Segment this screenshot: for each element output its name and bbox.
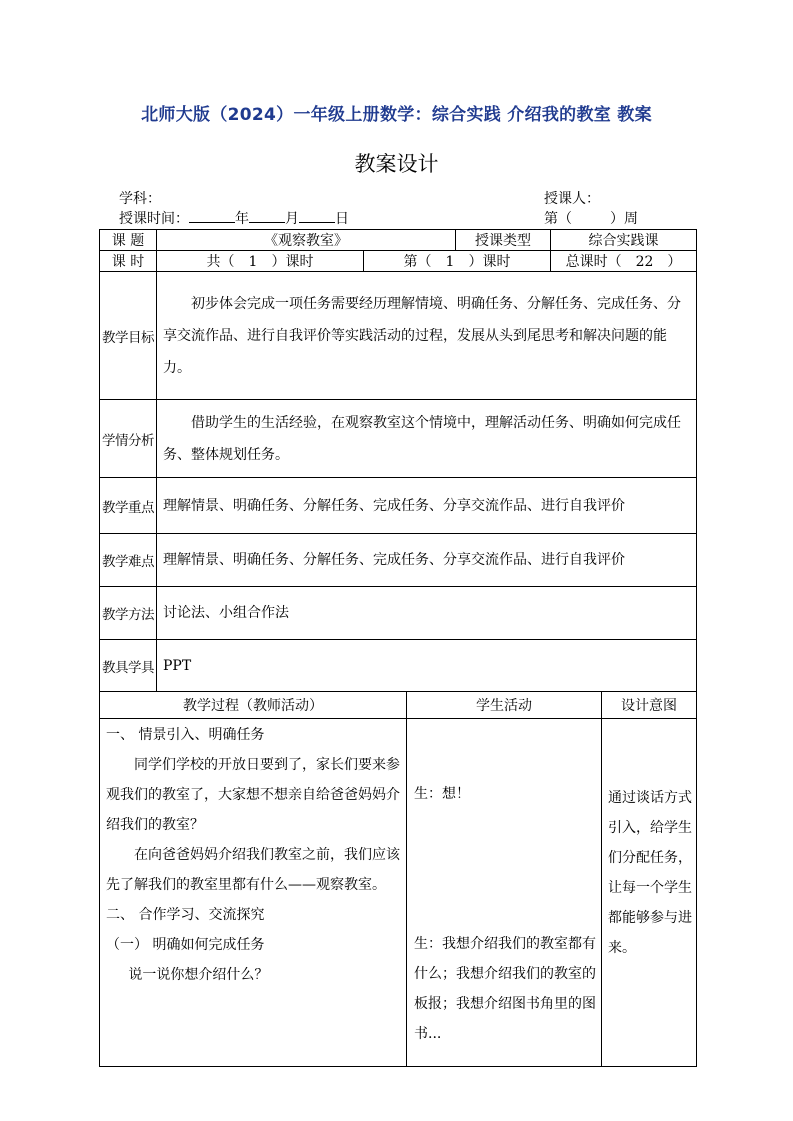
topic-value: 《观察教室》 [157,230,456,251]
key-point-row [100,478,697,534]
section2-heading: 二、 合作学习、交流探究 [106,907,265,923]
lesson-time-line [119,208,349,228]
difficulty-row [100,534,697,587]
teacher-activity-cell [100,719,407,1067]
method-text: 讨论法、小组合作法 [157,587,697,640]
student-answer-1: 生：想！ [414,786,470,802]
method-row [100,587,697,640]
key-point-text: 理解情景、明确任务、分解任务、完成任务、分享交流作品、进行自我评价 [157,478,697,534]
objective-row [100,272,697,400]
lesson-info-table [99,229,697,692]
type-value: 综合实践课 [551,230,697,251]
analysis-text: 借助学生的生活经验，在观察教室这个情境中，理解活动任务、明确如何完成任务、整体规划任务。 [163,414,681,463]
analysis-label: 学情分析 [100,400,157,478]
type-label: 授课类型 [456,230,551,251]
process-header-row [100,692,697,719]
tools-row [100,640,697,692]
hours-row [100,251,697,272]
hours-label: 课 时 [100,251,157,272]
hours-total: 共（ 1 ）课时 [157,251,364,272]
day-label: 日 [335,211,349,227]
teacher-label: 授课人： [544,191,600,207]
header-student: 学生活动 [407,692,602,719]
header-teacher: 教学过程（教师活动） [100,692,407,719]
header-intent: 设计意图 [602,692,697,719]
hours-overall: 总课时（ 22 ） [551,251,697,272]
section1-heading: 一、 情景引入、明确任务 [106,727,265,743]
difficulty-text: 理解情景、明确任务、分解任务、完成任务、分享交流作品、进行自我评价 [157,534,697,587]
design-intent-cell [602,719,697,1067]
teacher-paragraph-2: 在向爸爸妈妈介绍我们教室之前，我们应该先了解我们的教室里都有什么——观察教室。 [106,847,400,893]
objective-label: 教学目标 [100,272,157,400]
year-label: 年 [235,211,249,227]
subsection1-heading: （一） 明确如何完成任务 [106,937,265,953]
teacher-question-1: 说一说你想介绍什么？ [128,967,269,983]
week-suffix: ）周 [610,211,638,227]
document-title: 北师大版（2024）一年级上册数学：综合实践 介绍我的教室 教案 [141,105,652,125]
topic-label: 课 题 [100,230,157,251]
week-line [544,208,638,228]
tools-text: PPT [157,640,697,692]
analysis-row [100,400,697,478]
method-label: 教学方法 [100,587,157,640]
week-prefix: 第（ [544,211,572,227]
objective-text: 初步体会完成一项任务需要经历理解情境、明确任务、分解任务、完成任务、分享交流作品、进行自我评价等实践活动的过程，发展从头到尾思考和解决问题的能力。 [163,295,681,376]
difficulty-label: 教学难点 [100,534,157,587]
design-intent-text: 通过谈话方式引入，给学生们分配任务，让每一个学生都能够参与进来。 [608,790,692,956]
document-subtitle: 教案设计 [354,152,439,176]
topic-row [100,230,697,251]
process-table [99,691,697,1067]
day-blank [299,210,335,223]
process-body-row [100,719,697,1067]
month-blank [249,210,285,223]
time-label: 授课时间： [119,211,189,227]
teacher-paragraph-1: 同学们学校的开放日要到了，家长们要来参观我们的教室了，大家想不想亲自给爸爸妈妈介绍我们的教室？ [106,757,400,833]
key-point-label: 教学重点 [100,478,157,534]
tools-label: 教具学具 [100,640,157,692]
student-answer-2: 生：我想介绍我们的教室都有什么；我想介绍我们的教室的板报；我想介绍图书角里的图书... [414,936,596,1042]
hours-current: 第（ 1 ）课时 [364,251,551,272]
student-activity-cell [407,719,602,1067]
month-label: 月 [285,211,299,227]
year-blank [189,210,235,223]
subject-label: 学科： [119,191,161,207]
